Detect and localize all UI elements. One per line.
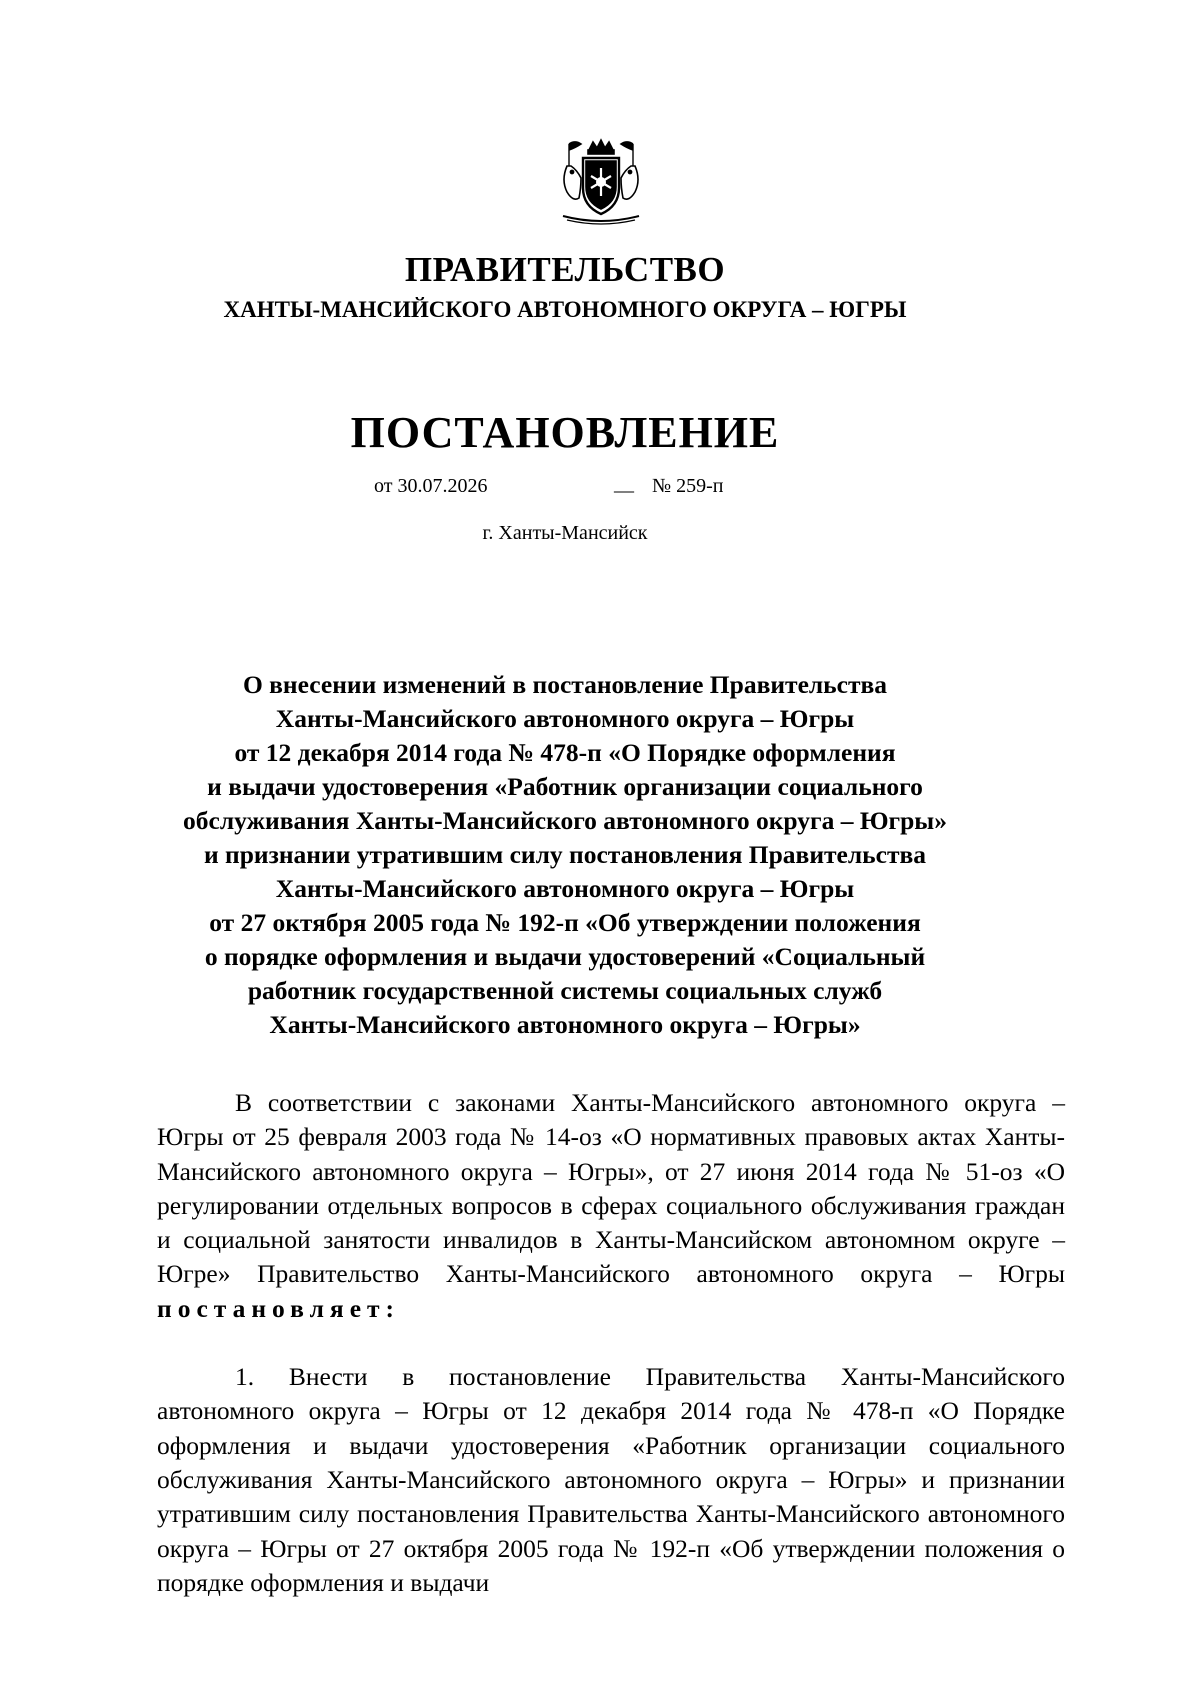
org-name-line1: ПРАВИТЕЛЬСТВО <box>404 250 726 289</box>
title-line: Ханты-Мансийского автономного округа – Югры <box>275 874 855 903</box>
body-paragraph-1: 1. Внести в постановление Правительства Ханты-Мансийского автономного округа – Югры от 12 декабря 2014 года № 478-п «О Порядке оформления и выдачи удостоверения «Работник организации социального обслуживания Ханты-Мансийского автономного округа – Югры» и признании утратившим силу постановления Правительства Ханты-Мансийского автономного округа – Югры от 27 октября 2005 года № 192-п «Об утверждении положения о порядке оформления и выдачи <box>157 1362 1065 1597</box>
number-dash: __ <box>614 473 634 495</box>
preamble-text: В соответствии с законами Ханты-Мансийского автономного округа – Югры от 25 февраля 2003 года № 14-оз «О нормативных правовых актах Ханты-Мансийского автономного округа – Югры», от 27 июня 2014 года № 51-оз «О регулировании отдельных вопросов в сферах социального обслуживания граждан и социальной занятости инвалидов в Ханты-Мансийском автономном округе – Югре» Правительство Ханты-Мансийского автономного округа – Югры <box>157 1088 1065 1289</box>
coat-of-arms-icon <box>555 136 647 228</box>
decree-word: постановляет: <box>157 1293 401 1323</box>
title-line: и выдачи удостоверения «Работник организации социального <box>207 772 923 801</box>
document-city: г. Ханты-Мансийск <box>482 522 648 544</box>
title-line: о порядке оформления и выдачи удостоверений «Социальный <box>204 942 926 971</box>
title-line: от 27 октября 2005 года № 192-п «Об утверждении положения <box>209 908 921 937</box>
body-paragraph-preamble <box>157 1086 1065 1326</box>
org-name-line2: ХАНТЫ-МАНСИЙСКОГО АВТОНОМНОГО ОКРУГА – ЮГРЫ <box>223 297 907 322</box>
document-title <box>160 668 970 1042</box>
document-body <box>157 1086 1065 1600</box>
title-line: работник государственной системы социальных служб <box>247 976 883 1005</box>
title-line: от 12 декабря 2014 года № 478-п «О Порядке оформления <box>234 738 896 767</box>
document-number: № 259-п <box>652 475 724 497</box>
title-line: Ханты-Мансийского автономного округа – Югры <box>275 704 855 733</box>
title-line: О внесении изменений в постановление Правительства <box>242 670 888 699</box>
title-line: обслуживания Ханты-Мансийского автономного округа – Югры» <box>183 806 947 835</box>
document-type: ПОСТАНОВЛЕНИЕ <box>350 408 780 457</box>
title-line: и признании утратившим силу постановления Правительства <box>203 840 927 869</box>
document-date: от 30.07.2026 <box>374 475 488 497</box>
title-line: Ханты-Мансийского автономного округа – Югры» <box>269 1010 861 1039</box>
